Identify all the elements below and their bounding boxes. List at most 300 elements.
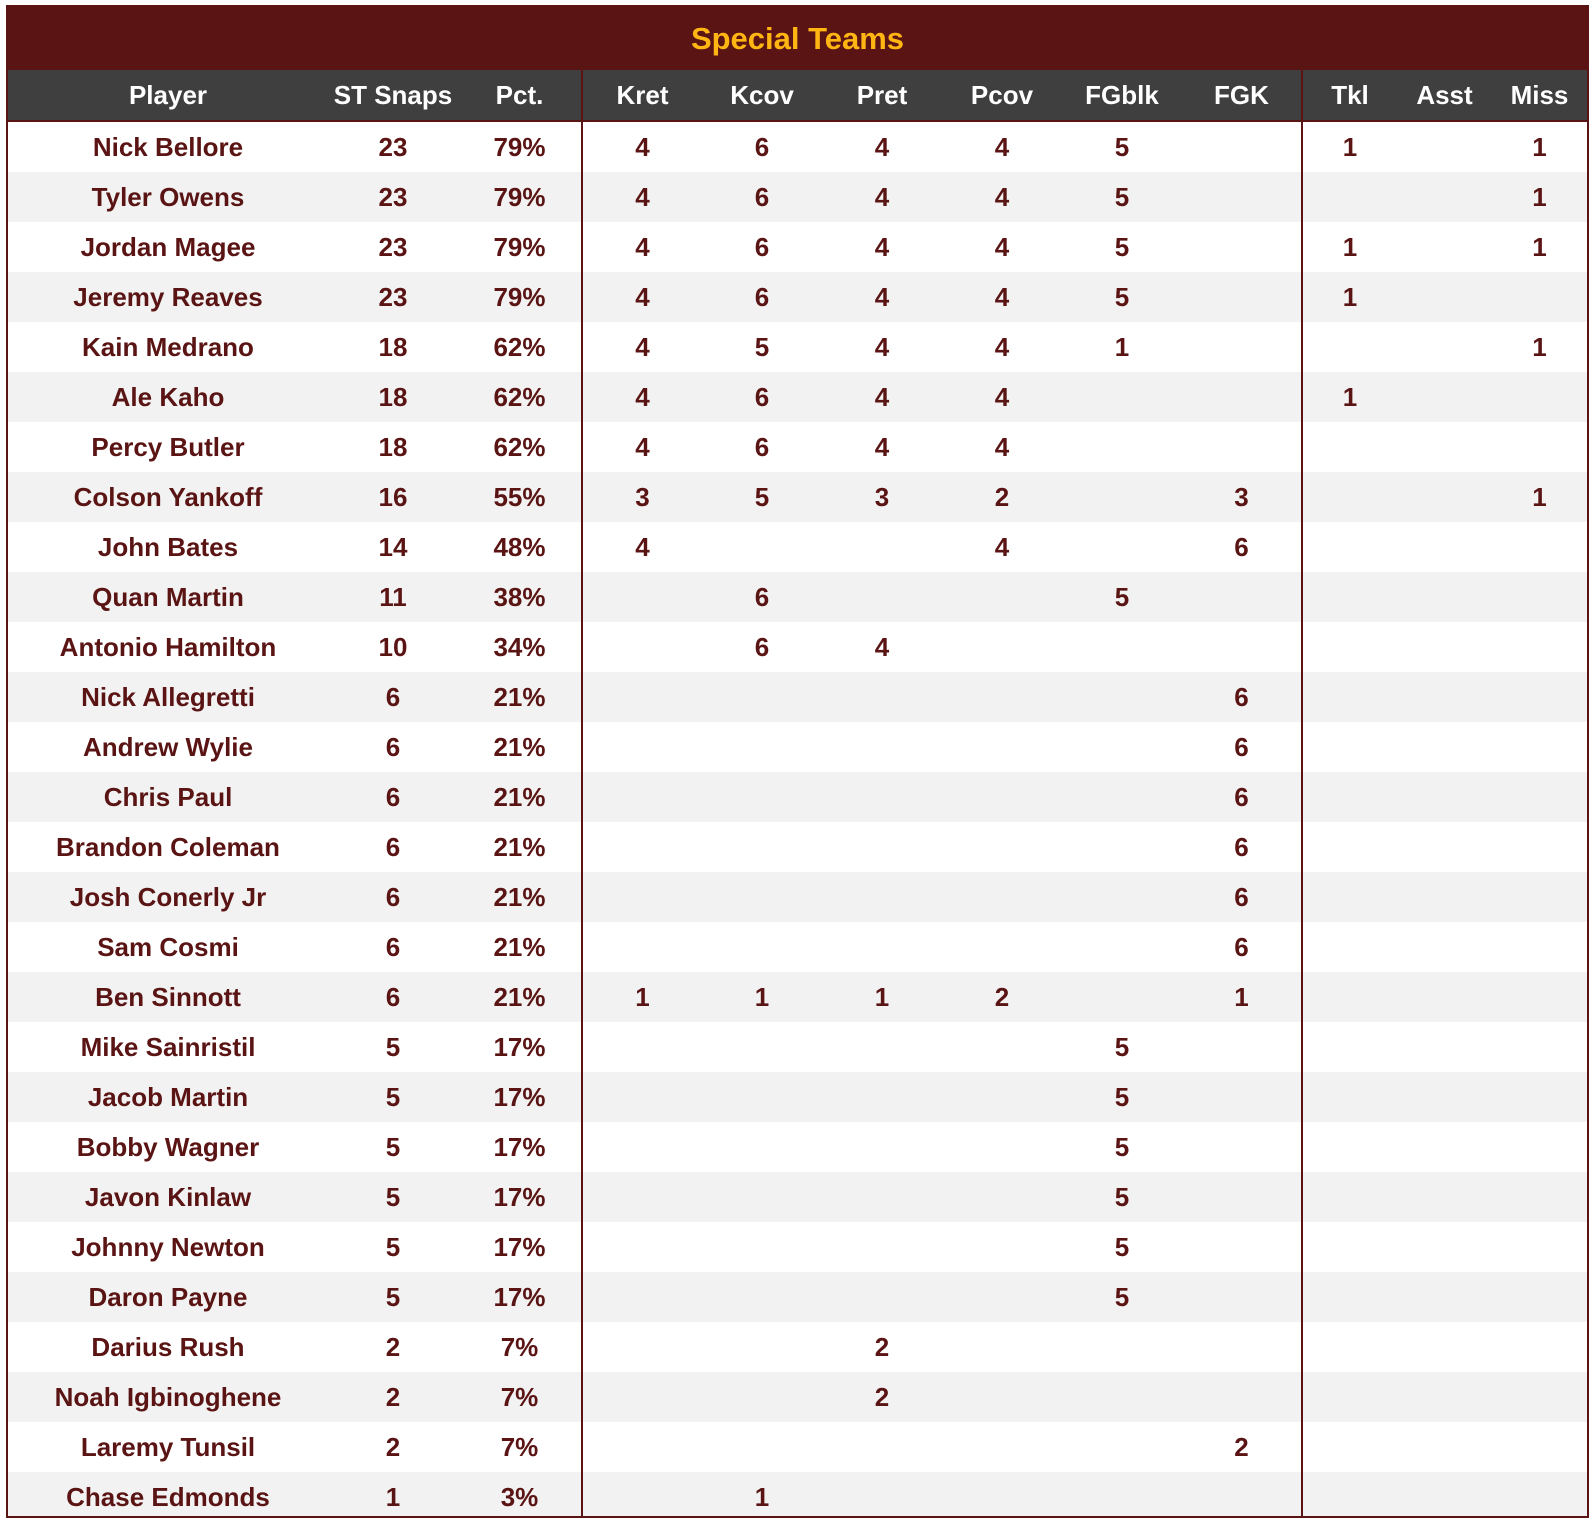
cell-pct: 21% [458,922,582,972]
cell-miss [1492,772,1587,822]
cell-tkl [1302,922,1397,972]
cell-kcov: 5 [702,322,822,372]
cell-kcov [702,1322,822,1372]
cell-kret [582,822,702,872]
cell-fgblk [1062,1372,1182,1422]
cell-asst [1397,1222,1492,1272]
cell-kcov: 6 [702,172,822,222]
cell-kret: 1 [582,972,702,1022]
cell-fgblk: 5 [1062,1022,1182,1072]
cell-pret: 4 [822,121,942,172]
col-header-pcov: Pcov [942,70,1062,121]
cell-st-snaps: 2 [328,1322,458,1372]
cell-tkl [1302,522,1397,572]
cell-pret [822,1272,942,1322]
cell-asst [1397,422,1492,472]
cell-fgk: 6 [1182,922,1302,972]
cell-fgk [1182,222,1302,272]
cell-fgk [1182,1122,1302,1172]
cell-pret [822,872,942,922]
cell-pcov [942,1372,1062,1422]
cell-fgblk [1062,722,1182,772]
cell-fgk [1182,1322,1302,1372]
cell-miss [1492,572,1587,622]
cell-asst [1397,672,1492,722]
cell-fgblk: 5 [1062,172,1182,222]
cell-pret: 3 [822,472,942,522]
cell-player-name: Antonio Hamilton [8,622,328,672]
cell-miss [1492,722,1587,772]
cell-asst [1397,872,1492,922]
cell-miss [1492,372,1587,422]
cell-kret: 4 [582,372,702,422]
cell-st-snaps: 18 [328,372,458,422]
cell-pcov [942,1322,1062,1372]
cell-fgblk [1062,972,1182,1022]
cell-pct: 79% [458,121,582,172]
cell-kret [582,872,702,922]
cell-player-name: Noah Igbinoghene [8,1372,328,1422]
cell-miss [1492,1472,1587,1518]
cell-pcov: 4 [942,272,1062,322]
cell-tkl [1302,972,1397,1022]
cell-kcov: 1 [702,1472,822,1518]
cell-player-name: Kain Medrano [8,322,328,372]
cell-asst [1397,472,1492,522]
cell-fgblk [1062,522,1182,572]
col-header-kcov: Kcov [702,70,822,121]
cell-asst [1397,772,1492,822]
cell-pcov: 4 [942,522,1062,572]
cell-kcov: 5 [702,472,822,522]
table-row [8,622,1587,672]
cell-pct: 34% [458,622,582,672]
cell-asst [1397,372,1492,422]
cell-pct: 62% [458,422,582,472]
cell-kcov [702,1072,822,1122]
cell-kcov [702,672,822,722]
cell-st-snaps: 23 [328,272,458,322]
cell-miss [1492,972,1587,1022]
cell-kret: 4 [582,222,702,272]
cell-kret [582,672,702,722]
cell-kret [582,1222,702,1272]
cell-st-snaps: 23 [328,121,458,172]
table-row [8,672,1587,722]
cell-pct: 21% [458,872,582,922]
cell-kret: 3 [582,472,702,522]
cell-kcov [702,522,822,572]
cell-pcov: 4 [942,222,1062,272]
cell-tkl [1302,322,1397,372]
cell-pct: 17% [458,1122,582,1172]
cell-tkl [1302,622,1397,672]
cell-fgblk: 5 [1062,1072,1182,1122]
cell-tkl [1302,722,1397,772]
cell-fgblk [1062,872,1182,922]
cell-kcov [702,1272,822,1322]
cell-kcov [702,772,822,822]
cell-kret [582,622,702,672]
cell-player-name: Quan Martin [8,572,328,622]
cell-pcov: 4 [942,172,1062,222]
cell-kret [582,1422,702,1472]
cell-tkl: 1 [1302,121,1397,172]
cell-asst [1397,1172,1492,1222]
cell-tkl [1302,1072,1397,1122]
cell-pct: 3% [458,1472,582,1518]
col-header-player: Player [8,70,328,121]
cell-asst [1397,1322,1492,1372]
cell-pret: 4 [822,422,942,472]
cell-pct: 17% [458,1172,582,1222]
cell-pcov [942,1022,1062,1072]
cell-tkl [1302,172,1397,222]
cell-player-name: Andrew Wylie [8,722,328,772]
col-header-tkl: Tkl [1302,70,1397,121]
cell-asst [1397,222,1492,272]
cell-kret: 4 [582,172,702,222]
table-row [8,772,1587,822]
cell-fgblk: 5 [1062,272,1182,322]
cell-tkl [1302,1322,1397,1372]
cell-kcov [702,1372,822,1422]
table-row [8,372,1587,422]
cell-kret [582,722,702,772]
cell-miss [1492,1372,1587,1422]
cell-pct: 21% [458,972,582,1022]
cell-pct: 38% [458,572,582,622]
cell-st-snaps: 6 [328,922,458,972]
cell-pcov: 2 [942,972,1062,1022]
cell-pret: 4 [822,222,942,272]
table-row [8,1472,1587,1518]
cell-player-name: Sam Cosmi [8,922,328,972]
cell-fgk: 6 [1182,672,1302,722]
cell-fgk [1182,372,1302,422]
cell-player-name: Chris Paul [8,772,328,822]
cell-kret: 4 [582,522,702,572]
cell-pret [822,672,942,722]
cell-st-snaps: 11 [328,572,458,622]
table-row [8,1172,1587,1222]
cell-pct: 21% [458,822,582,872]
cell-fgblk: 5 [1062,1222,1182,1272]
col-header-asst: Asst [1397,70,1492,121]
cell-pcov [942,1172,1062,1222]
table-row [8,1122,1587,1172]
cell-kcov: 6 [702,121,822,172]
cell-tkl [1302,1472,1397,1518]
cell-asst [1397,172,1492,222]
cell-pret [822,772,942,822]
cell-pct: 79% [458,272,582,322]
cell-player-name: Johnny Newton [8,1222,328,1272]
cell-pret [822,822,942,872]
cell-st-snaps: 5 [328,1272,458,1322]
cell-fgk: 6 [1182,722,1302,772]
cell-pret: 4 [822,172,942,222]
table-row [8,422,1587,472]
cell-miss [1492,672,1587,722]
cell-player-name: Mike Sainristil [8,1022,328,1072]
cell-miss [1492,422,1587,472]
cell-fgblk: 5 [1062,572,1182,622]
cell-pct: 55% [458,472,582,522]
cell-kcov [702,1172,822,1222]
cell-tkl: 1 [1302,372,1397,422]
cell-st-snaps: 6 [328,722,458,772]
cell-asst [1397,1022,1492,1072]
cell-player-name: Ale Kaho [8,372,328,422]
table-row [8,722,1587,772]
cell-kret: 4 [582,422,702,472]
cell-pcov [942,772,1062,822]
table-row [8,1072,1587,1122]
cell-tkl: 1 [1302,272,1397,322]
cell-fgk [1182,1022,1302,1072]
cell-kcov [702,1422,822,1472]
cell-tkl [1302,672,1397,722]
cell-miss: 1 [1492,322,1587,372]
cell-asst [1397,972,1492,1022]
cell-kret [582,1122,702,1172]
cell-fgk [1182,1372,1302,1422]
cell-fgk: 6 [1182,522,1302,572]
cell-player-name: Ben Sinnott [8,972,328,1022]
cell-kret [582,772,702,822]
cell-pct: 7% [458,1322,582,1372]
cell-pret [822,522,942,572]
cell-player-name: Colson Yankoff [8,472,328,522]
cell-asst [1397,1122,1492,1172]
cell-pct: 17% [458,1072,582,1122]
col-header-miss: Miss [1492,70,1587,121]
cell-miss: 1 [1492,121,1587,172]
cell-pct: 7% [458,1422,582,1472]
cell-kcov: 6 [702,622,822,672]
cell-kret [582,572,702,622]
cell-miss [1492,1222,1587,1272]
cell-miss [1492,822,1587,872]
cell-miss [1492,622,1587,672]
cell-fgblk [1062,1422,1182,1472]
cell-pcov: 2 [942,472,1062,522]
cell-st-snaps: 1 [328,1472,458,1518]
cell-kcov [702,722,822,772]
cell-fgblk: 5 [1062,222,1182,272]
table-row [8,1322,1587,1372]
cell-pct: 17% [458,1272,582,1322]
cell-pret [822,572,942,622]
cell-miss: 1 [1492,472,1587,522]
cell-st-snaps: 5 [328,1022,458,1072]
cell-st-snaps: 6 [328,972,458,1022]
cell-kcov [702,1222,822,1272]
cell-player-name: Brandon Coleman [8,822,328,872]
cell-st-snaps: 10 [328,622,458,672]
cell-pcov [942,922,1062,972]
table-row [8,172,1587,222]
table-row [8,572,1587,622]
cell-player-name: Laremy Tunsil [8,1422,328,1472]
cell-fgk [1182,1172,1302,1222]
cell-asst [1397,1372,1492,1422]
cell-miss [1492,1022,1587,1072]
cell-st-snaps: 16 [328,472,458,522]
cell-fgk [1182,322,1302,372]
cell-miss [1492,1172,1587,1222]
cell-kcov: 6 [702,272,822,322]
table-row [8,922,1587,972]
cell-player-name: Josh Conerly Jr [8,872,328,922]
col-header-fgk: FGK [1182,70,1302,121]
cell-st-snaps: 14 [328,522,458,572]
cell-fgk [1182,272,1302,322]
cell-fgblk [1062,922,1182,972]
cell-pret: 2 [822,1322,942,1372]
cell-miss [1492,522,1587,572]
cell-tkl [1302,1022,1397,1072]
cell-fgblk [1062,772,1182,822]
cell-pct: 79% [458,172,582,222]
cell-kcov [702,1022,822,1072]
cell-kcov [702,872,822,922]
cell-st-snaps: 5 [328,1072,458,1122]
header-row [8,70,1587,121]
cell-pct: 21% [458,772,582,822]
cell-pct: 48% [458,522,582,572]
cell-tkl [1302,1122,1397,1172]
cell-fgblk [1062,1472,1182,1518]
special-teams-table [8,70,1587,1518]
cell-pret [822,1422,942,1472]
cell-pcov [942,1422,1062,1472]
cell-fgk [1182,1072,1302,1122]
cell-kcov: 1 [702,972,822,1022]
cell-st-snaps: 2 [328,1422,458,1472]
cell-fgblk [1062,472,1182,522]
table-row [8,1022,1587,1072]
cell-miss: 1 [1492,172,1587,222]
cell-pcov: 4 [942,121,1062,172]
table-row [8,872,1587,922]
cell-pcov [942,722,1062,772]
cell-miss [1492,272,1587,322]
cell-kret [582,1172,702,1222]
cell-asst [1397,822,1492,872]
table-row [8,322,1587,372]
col-header-pret: Pret [822,70,942,121]
cell-tkl [1302,422,1397,472]
cell-pcov: 4 [942,372,1062,422]
cell-st-snaps: 5 [328,1122,458,1172]
cell-player-name: John Bates [8,522,328,572]
cell-player-name: Jeremy Reaves [8,272,328,322]
cell-player-name: Daron Payne [8,1272,328,1322]
cell-pcov: 4 [942,422,1062,472]
cell-fgblk [1062,1322,1182,1372]
cell-fgk: 2 [1182,1422,1302,1472]
cell-miss [1492,1272,1587,1322]
cell-asst [1397,322,1492,372]
cell-player-name: Nick Bellore [8,121,328,172]
cell-fgk: 6 [1182,772,1302,822]
cell-pct: 62% [458,322,582,372]
cell-player-name: Tyler Owens [8,172,328,222]
cell-pcov [942,1222,1062,1272]
cell-fgk [1182,1272,1302,1322]
cell-st-snaps: 6 [328,822,458,872]
cell-fgblk [1062,372,1182,422]
special-teams-table-container [6,5,1589,1518]
cell-kret [582,1322,702,1372]
cell-fgblk [1062,822,1182,872]
cell-asst [1397,572,1492,622]
cell-pret [822,1172,942,1222]
cell-kret: 4 [582,322,702,372]
cell-pct: 79% [458,222,582,272]
table-row [8,822,1587,872]
cell-fgk: 6 [1182,822,1302,872]
cell-kcov: 6 [702,572,822,622]
cell-fgblk [1062,672,1182,722]
cell-miss: 1 [1492,222,1587,272]
table-row [8,1272,1587,1322]
cell-asst [1397,272,1492,322]
col-header-pct: Pct. [458,70,582,121]
cell-pret [822,1122,942,1172]
cell-kcov [702,1122,822,1172]
cell-pret: 1 [822,972,942,1022]
cell-kcov: 6 [702,422,822,472]
cell-pcov [942,572,1062,622]
cell-asst [1397,922,1492,972]
cell-fgblk [1062,622,1182,672]
cell-fgk: 6 [1182,872,1302,922]
cell-fgk [1182,422,1302,472]
cell-pct: 17% [458,1222,582,1272]
cell-miss [1492,922,1587,972]
cell-kcov: 6 [702,372,822,422]
table-title: Special Teams [8,7,1587,70]
cell-tkl [1302,772,1397,822]
cell-miss [1492,1122,1587,1172]
cell-pcov [942,872,1062,922]
cell-pret [822,922,942,972]
cell-miss [1492,872,1587,922]
cell-pct: 21% [458,722,582,772]
cell-pret: 4 [822,622,942,672]
cell-asst [1397,722,1492,772]
cell-asst [1397,1072,1492,1122]
cell-miss [1492,1422,1587,1472]
cell-fgk [1182,1472,1302,1518]
cell-pret [822,1222,942,1272]
cell-st-snaps: 18 [328,422,458,472]
col-header-kret: Kret [582,70,702,121]
cell-asst [1397,1472,1492,1518]
cell-pcov [942,622,1062,672]
cell-asst [1397,1272,1492,1322]
cell-fgblk: 1 [1062,322,1182,372]
cell-pct: 17% [458,1022,582,1072]
table-row [8,472,1587,522]
table-row [8,522,1587,572]
cell-asst [1397,1422,1492,1472]
cell-pcov [942,822,1062,872]
cell-fgk [1182,1222,1302,1272]
